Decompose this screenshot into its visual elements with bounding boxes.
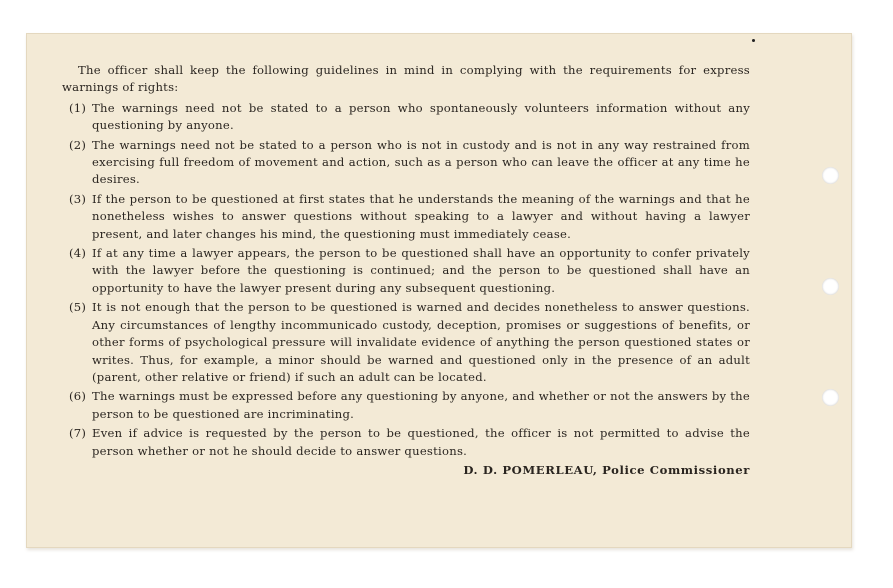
guideline-item-2 <box>62 137 750 189</box>
guideline-text: The warnings must be expressed before any questioning by anyone, and whether or not the answers by the person to be questioned are incriminating. <box>92 389 751 421</box>
guideline-number: (4) <box>69 246 87 261</box>
guideline-item-1 <box>62 100 750 135</box>
punch-hole-bottom <box>822 389 839 406</box>
guideline-item-4 <box>62 245 750 297</box>
guideline-item-6 <box>62 388 750 423</box>
guideline-number: (3) <box>69 191 87 206</box>
guideline-text: The warnings need not be stated to a person who is not in custody and is not in any way restrained from exercising full freedom of movement and action, such as a person who can leave the officer at any time he desires. <box>92 137 750 187</box>
guideline-number: (1) <box>69 100 87 115</box>
intro-paragraph: The officer shall keep the following guidelines in mind in complying with the requirements for express warnings of rights: <box>62 63 750 95</box>
guideline-item-3 <box>62 191 750 243</box>
guideline-text: It is not enough that the person to be questioned is warned and decides nonetheless to answer questions. Any circumstances of lengthy incommunicado custody, deception, promises or suggestions of benefits, or other forms of psychological pressure will invalidate evidence of anything the person questioned states or writes. Thus, for example, a minor should be warned and questioned only in the presence of an adult (parent, other relative or friend) if such an adult can be located. <box>92 300 750 384</box>
guideline-text: Even if advice is requested by the person to be questioned, the officer is not permitted to advise the person whether or not he should decide to answer questions. <box>92 426 750 458</box>
guideline-number: (7) <box>69 426 87 441</box>
ink-speck <box>752 39 755 42</box>
guideline-number: (5) <box>69 300 87 315</box>
guideline-number: (2) <box>69 137 87 152</box>
guideline-text: The warnings need not be stated to a person who spontaneously volunteers information without any questioning by anyone. <box>92 100 750 133</box>
guideline-text: If the person to be questioned at first states that he understands the meaning of the warnings and that he nonetheless wishes to answer questions without speaking to a lawyer and without having a lawyer present, and later changes his mind, the questioning must immediately cease. <box>92 191 750 241</box>
signature-line: D. D. POMERLEAU, Police Commissioner <box>463 462 750 477</box>
punch-hole-middle <box>822 278 839 295</box>
guidelines-text <box>62 62 750 479</box>
guideline-item-7 <box>62 425 750 460</box>
guidelines-card <box>26 33 852 548</box>
guideline-number: (6) <box>69 389 87 404</box>
punch-hole-top <box>822 167 839 184</box>
guideline-text: If at any time a lawyer appears, the person to be questioned shall have an opportunity to confer privately with the lawyer before the questioning is continued; and the person to be questioned shall have an opportunity to have the lawyer present during any subsequent questioning. <box>92 246 750 295</box>
guideline-item-5 <box>62 299 750 386</box>
